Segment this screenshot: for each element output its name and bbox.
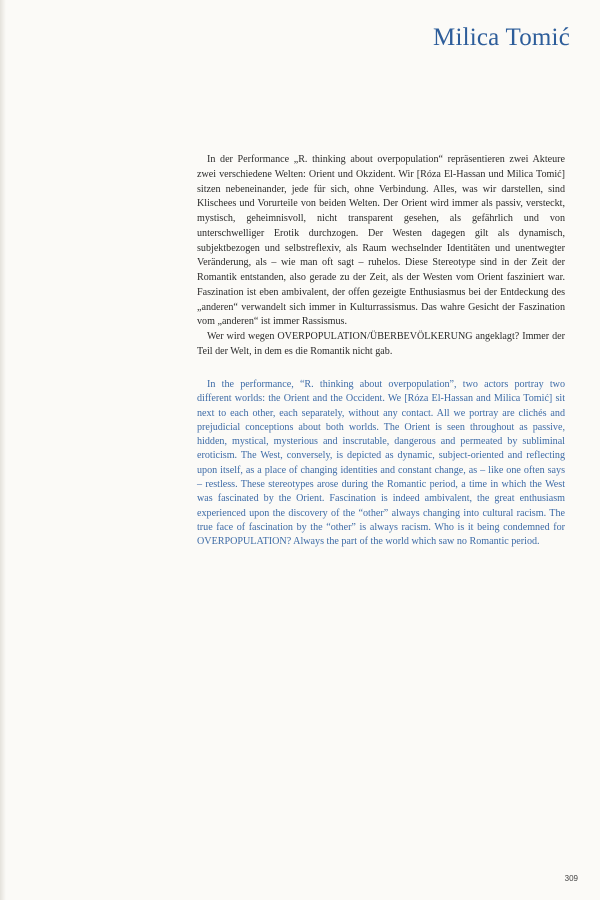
german-paragraph-1: In der Performance „R. thinking about overpopulation“ repräsentieren zwei Akteure zwei verschiedene Welten: Orient und Okzident. Wir [Róza El-Hassan und Milica Tomić] sitzen nebeneinander, jede für sich, ohne Verbindung. Alles, was wir darstellen, sind Klischees und Vorurteile von beiden Welten. Der Orient wird immer als passiv, versteckt, mystisch, geheimnisvoll, nicht transparent gesehen, als gefährlich und von unterschwelliger Erotik durchzogen. Der Westen dagegen gilt als dynamisch, subjektbezogen und selbstreflexiv, als Raum wechselnder Identitäten und unentwegter Veränderung, als – wie man oft sagt – ruhelos. Diese Stereotype sind in der Zeit der Romantik entstanden, also gerade zu der Zeit, als der Westen vom Orient fasziniert war. Faszination ist eben ambivalent, der offen gezeigte Enthusiasmus bei der Entdeckung des „anderen“ verwandelt sich immer in Kulturrassismus. Das wahre Gesicht der Faszination vom „anderen“ ist immer Rassismus.: [197, 154, 565, 328]
page-number: 309: [564, 874, 578, 883]
author-name-heading: Milica Tomić: [433, 24, 570, 51]
german-paragraph-2: Wer wird wegen OVERPOPULATION/ÜBERBEVÖLKERUNG angeklagt? Immer der Teil der Welt, in dem es die Romantik nicht gab.: [197, 331, 565, 357]
page-gutter-shadow: [0, 0, 6, 900]
english-paragraph-1: In the performance, “R. thinking about overpopulation”, two actors portray two different worlds: the Orient and the Occident. We [Róza El-Hassan and Milica Tomić] sit next to each other, each separately, without any contact. All we portray are clichés and prejudicial conceptions about both worlds. The Orient is seen throughout as passive, hidden, mystical, mysterious and inscrutable, dangerous and permeated by subliminal eroticism. The West, conversely, is depicted as dynamic, subject-oriented and reflecting upon itself, as a place of changing identities and constant change, as – like one often says – restless. These stereotypes arose during the Romantic period, a time in which the West was fascinated by the Orient. Fascination is indeed ambivalent, the great enthusiasm experienced upon the discovery of the “other” always changing into cultural racism. The true face of fascination by the “other” is always racism. Who is it being condemned for OVERPOPULATION? Always the part of the world which saw no Romantic period.: [197, 379, 565, 548]
german-text-block: [197, 153, 565, 360]
english-text-block: [197, 378, 565, 550]
